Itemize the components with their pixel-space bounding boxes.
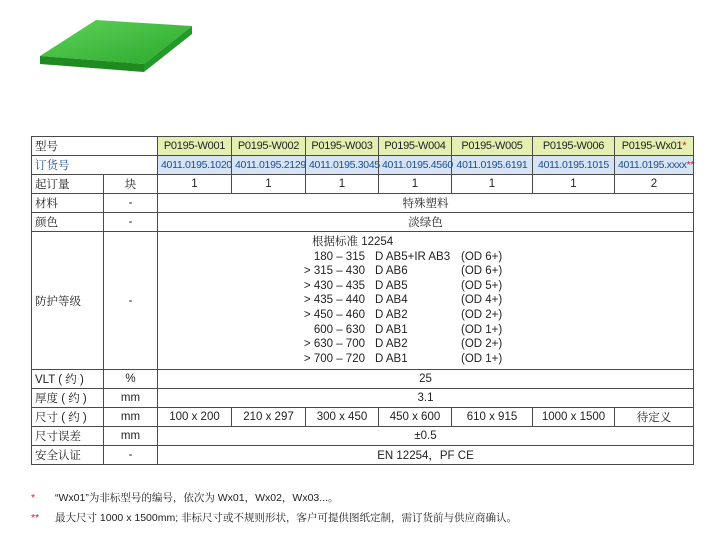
protection-grade: D AB2 bbox=[375, 338, 408, 351]
order-number: 4011.0195.3045 bbox=[306, 156, 379, 175]
order-label: 订货号 bbox=[32, 156, 158, 175]
moq-value: 1 bbox=[379, 175, 452, 194]
model-cell: P0195-W002 bbox=[232, 137, 306, 156]
moq-value: 1 bbox=[306, 175, 379, 194]
order-number: 4011.0195.4560 bbox=[379, 156, 452, 175]
footnote-text: 最大尺寸 1000 x 1500mm; 非标尺寸或不规则形状，客户可提供图纸定制，需订货前与供应商确认。 bbox=[55, 512, 518, 524]
protection-grade: D AB5 bbox=[375, 279, 408, 292]
moq-value: 1 bbox=[533, 175, 615, 194]
double-asterisk-mark: ** bbox=[686, 159, 695, 171]
model-cell: P0195-W006 bbox=[533, 137, 615, 156]
model-cell: P0195-W004 bbox=[379, 137, 452, 156]
wavelength-range: 180 – 315 bbox=[313, 250, 365, 263]
order-number: 4011.0195.2129 bbox=[232, 156, 306, 175]
vlt-row bbox=[32, 370, 694, 389]
protection-item bbox=[302, 250, 521, 265]
order-number: 4011.0195.6191 bbox=[452, 156, 533, 175]
green-plate-image bbox=[36, 20, 196, 92]
material-row bbox=[32, 194, 694, 213]
wavelength-range: > 430 – 435 bbox=[303, 279, 365, 292]
protection-grade: D AB1 bbox=[375, 323, 408, 336]
protection-cell bbox=[158, 232, 694, 370]
protection-item bbox=[302, 323, 521, 338]
protection-item bbox=[302, 264, 521, 279]
tolerance-row bbox=[32, 427, 694, 446]
protection-standard-title: 根据标准 12254 bbox=[312, 236, 394, 248]
material-value: 特殊塑料 bbox=[158, 194, 694, 213]
wavelength-range: > 435 – 440 bbox=[303, 294, 365, 307]
footnotes bbox=[31, 488, 517, 528]
moq-value: 1 bbox=[158, 175, 232, 194]
protection-item bbox=[302, 279, 521, 294]
wavelength-range: > 315 – 430 bbox=[303, 265, 365, 278]
material-label: 材料 bbox=[32, 194, 104, 213]
size-value: 210 x 297 bbox=[232, 408, 306, 427]
model-cell: P0195-W005 bbox=[452, 137, 533, 156]
protection-item bbox=[302, 352, 521, 367]
asterisk-mark: * bbox=[682, 140, 687, 152]
tolerance-unit: mm bbox=[104, 427, 158, 446]
wavelength-range: > 450 – 460 bbox=[303, 308, 365, 321]
size-value: 待定义 bbox=[615, 408, 694, 427]
footnote-mark: * bbox=[31, 492, 36, 504]
size-label: 尺寸 ( 约 ) bbox=[32, 408, 104, 427]
moq-value: 2 bbox=[615, 175, 694, 194]
model-label: 型号 bbox=[32, 137, 158, 156]
optical-density: (OD 1+) bbox=[461, 323, 503, 336]
optical-density: (OD 5+) bbox=[461, 279, 503, 292]
size-row bbox=[32, 408, 694, 427]
vlt-label: VLT ( 约 ) bbox=[32, 370, 104, 389]
optical-density: (OD 6+) bbox=[461, 250, 503, 263]
protection-item bbox=[302, 337, 521, 352]
wavelength-range: > 700 – 720 bbox=[303, 352, 365, 365]
footnote-mark: ** bbox=[31, 512, 40, 524]
tolerance-value: ±0.5 bbox=[158, 427, 694, 446]
moq-label: 起订量 bbox=[32, 175, 104, 194]
protection-item bbox=[302, 308, 521, 323]
size-unit: mm bbox=[104, 408, 158, 427]
color-row bbox=[32, 213, 694, 232]
protection-grade: D AB1 bbox=[375, 352, 408, 365]
order-row bbox=[32, 156, 694, 175]
size-value: 1000 x 1500 bbox=[533, 408, 615, 427]
moq-value: 1 bbox=[232, 175, 306, 194]
optical-density: (OD 2+) bbox=[461, 308, 503, 321]
vlt-unit: % bbox=[104, 370, 158, 389]
optical-density: (OD 6+) bbox=[461, 265, 503, 278]
footnote bbox=[31, 508, 517, 528]
model-cell: P0195-W003 bbox=[306, 137, 379, 156]
moq-value: 1 bbox=[452, 175, 533, 194]
certification-row bbox=[32, 446, 694, 465]
color-unit: - bbox=[104, 213, 158, 232]
thickness-value: 3.1 bbox=[158, 389, 694, 408]
wavelength-range: > 630 – 700 bbox=[303, 338, 365, 351]
footnote bbox=[31, 488, 517, 508]
size-value: 610 x 915 bbox=[452, 408, 533, 427]
protection-grade: D AB2 bbox=[375, 308, 408, 321]
vlt-value: 25 bbox=[158, 370, 694, 389]
model-row bbox=[32, 137, 694, 156]
order-number: 4011.0195.1020 bbox=[158, 156, 232, 175]
protection-grade: D AB4 bbox=[375, 294, 408, 307]
size-value: 300 x 450 bbox=[306, 408, 379, 427]
model-cell: P0195-Wx01* bbox=[615, 137, 694, 156]
protection-unit: - bbox=[104, 232, 158, 370]
wavelength-range: 600 – 630 bbox=[313, 323, 365, 336]
size-value: 100 x 200 bbox=[158, 408, 232, 427]
protection-list bbox=[161, 232, 690, 369]
certification-unit: - bbox=[104, 446, 158, 465]
optical-density: (OD 1+) bbox=[461, 352, 503, 365]
protection-row bbox=[32, 232, 694, 370]
color-value: 淡绿色 bbox=[158, 213, 694, 232]
order-number: 4011.0195.1015 bbox=[533, 156, 615, 175]
material-unit: - bbox=[104, 194, 158, 213]
order-number: 4011.0195.xxxx** bbox=[615, 156, 694, 175]
footnote-text: “Wx01”为非标型号的编号，依次为 Wx01，Wx02，Wx03...。 bbox=[55, 492, 339, 504]
color-label: 颜色 bbox=[32, 213, 104, 232]
thickness-unit: mm bbox=[104, 389, 158, 408]
optical-density: (OD 2+) bbox=[461, 338, 503, 351]
optical-density: (OD 4+) bbox=[461, 294, 503, 307]
certification-label: 安全认证 bbox=[32, 446, 104, 465]
size-value: 450 x 600 bbox=[379, 408, 452, 427]
thickness-label: 厚度 ( 约 ) bbox=[32, 389, 104, 408]
protection-grade: D AB5+IR AB3 bbox=[375, 250, 451, 263]
thickness-row bbox=[32, 389, 694, 408]
certification-value: EN 12254，PF CE bbox=[158, 446, 694, 465]
spec-table bbox=[31, 136, 694, 465]
protection-grade: D AB6 bbox=[375, 265, 408, 278]
model-cell: P0195-W001 bbox=[158, 137, 232, 156]
moq-row bbox=[32, 175, 694, 194]
protection-label: 防护等级 bbox=[32, 232, 104, 370]
protection-item bbox=[302, 293, 521, 308]
tolerance-label: 尺寸误差 bbox=[32, 427, 104, 446]
moq-unit: 块 bbox=[104, 175, 158, 194]
